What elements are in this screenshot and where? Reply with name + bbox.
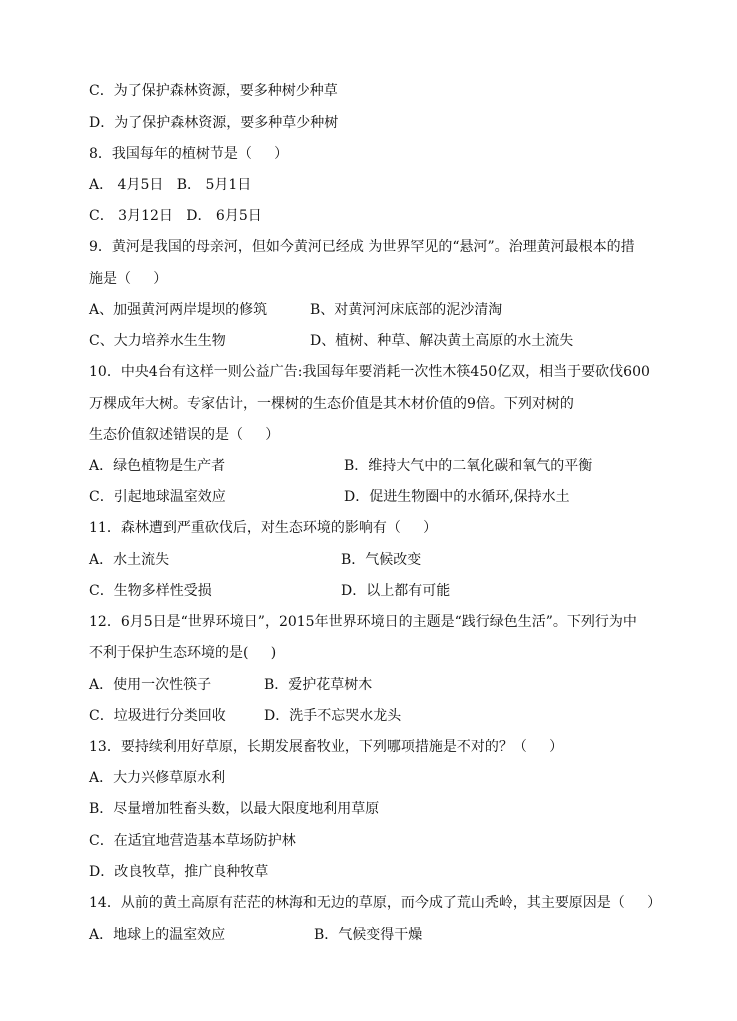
question-9-line1: 9．黄河是我国的母亲河，但如今黄河已经成 为世界罕见的“悬河”。治理黄河最根本的措	[89, 239, 635, 255]
q12-option-b: B．爱护花草树木	[264, 677, 373, 693]
q9-option-a: A、加强黄河两岸堤坝的修筑	[89, 302, 268, 318]
question-13: 13．要持续利用好草原，长期发展畜牧业，下列哪项措施是不对的？（ ）	[89, 739, 564, 755]
q9-option-c: C、大力培养水生生物	[89, 333, 226, 349]
q11-option-d: D．以上都有可能	[341, 583, 451, 599]
question-12-line2: 不利于保护生态环境的是( )	[89, 645, 277, 661]
q12-option-a: A．使用一次性筷子	[89, 677, 212, 693]
q13-option-c: C．在适宜地营造基本草场防护林	[89, 833, 296, 849]
q14-option-b: B．气候变得干燥	[314, 927, 423, 943]
q9-option-d: D、植树、种草、解决黄土高原的水土流失	[310, 333, 574, 349]
q10-option-b: B．维持大气中的二氧化碳和氧气的平衡	[344, 458, 593, 474]
q10-option-c: C．引起地球温室效应	[89, 489, 226, 505]
q11-option-c: C．生物多样性受损	[89, 583, 212, 599]
q11-option-a: A．水土流失	[89, 552, 170, 568]
question-9-line2: 施是（ ）	[89, 271, 168, 287]
question-14: 14．从前的黄土高原有茫茫的林海和无边的草原，而今成了荒山秃岭，其主要原因是（ ）	[89, 895, 662, 911]
q12-option-c: C．垃圾进行分类回收	[89, 708, 226, 724]
question-10-line2: 万棵成年大树。专家估计，一棵树的生态价值是其木材价值的9倍。下列对树的	[89, 396, 574, 412]
q13-option-d: D．改良牧草，推广良种牧草	[89, 864, 269, 880]
q11-option-b: B．气候改变	[341, 552, 422, 568]
question-8: 8．我国每年的植树节是（ ）	[89, 146, 289, 162]
question-10-line1: 10．中央4台有这样一则公益广告:我国每年要消耗一次性木筷450亿双，相当于要砍伐600	[89, 364, 650, 380]
q10-option-a: A．绿色植物是生产者	[89, 458, 226, 474]
q7-option-d: D．为了保护森林资源，要多种草少种树	[89, 115, 339, 131]
q8-options-ab: A． 4月5日 B． 5月1日	[89, 177, 252, 193]
question-12-line1: 12．6月5日是“世界环境日”，2015年世界环境日的主题是“践行绿色生活”。下列行为中	[89, 614, 637, 630]
question-11: 11．森林遭到严重砍伐后，对生态环境的影响有（ ）	[89, 520, 438, 536]
q13-option-b: B．尽量增加牲畜头数，以最大限度地利用草原	[89, 801, 380, 817]
q12-option-d: D．洗手不忘哭水龙头	[264, 708, 402, 724]
q13-option-a: A．大力兴修草原水利	[89, 770, 226, 786]
q10-option-d: D．促进生物圈中的水循环,保持水土	[344, 489, 570, 505]
q9-option-b: B、对黄河河床底部的泥沙清淘	[310, 302, 503, 318]
question-10-line3: 生态价值叙述错误的是（ ）	[89, 427, 280, 443]
q8-options-cd: C． 3月12日 D． 6月5日	[89, 208, 262, 224]
q14-option-a: A．地球上的温室效应	[89, 927, 226, 943]
q7-option-c: C．为了保护森林资源，要多种树少种草	[89, 83, 338, 99]
